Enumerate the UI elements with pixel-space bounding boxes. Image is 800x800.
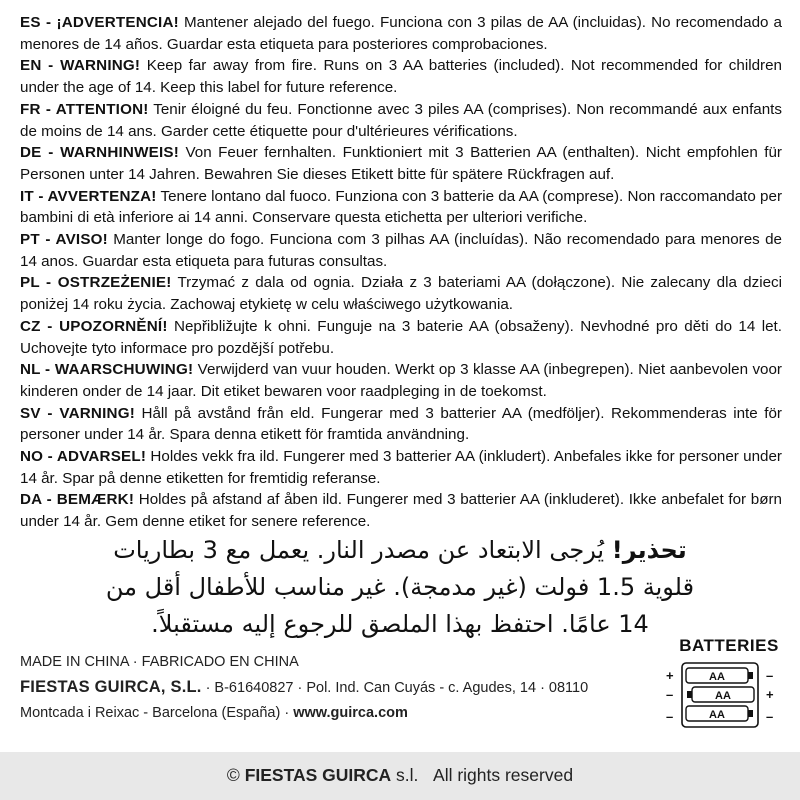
warning-label: CZ - UPOZORNĚNÍ! [20,317,168,335]
warning-label: SV - VARNING! [20,404,135,422]
warning-sv [20,403,782,446]
warning-label: FR - ATTENTION! [20,100,149,118]
warning-de [20,142,782,185]
warning-no [20,446,782,489]
battery-cell-label: AA [709,709,725,721]
battery-cell [686,706,753,721]
warning-label: IT - AVVERTENZA! [20,187,157,205]
warning-text: Manter longe do fogo. Funciona com 3 pilhas AA (incluídas). Não recomendado para menores de 14 anos. Guardar esta etiqueta para futuras consultas. [20,231,782,270]
battery-icon [660,662,780,732]
warning-cz [20,316,782,359]
plus-sign: + [666,668,674,683]
warning-label: NL - WAARSCHUWING! [20,361,194,379]
copyright-rights: All rights reserved [433,765,574,785]
warning-text: Mantener alejado del fuego. Funciona con 3 pilas de AA (incluidas). No recomendado a menores de 14 años. Guardar esta etiqueta para posteriores comprobaciones. [20,14,783,53]
company-name: FIESTAS GUIRCA, S.L. [20,678,202,696]
battery-cell [686,668,753,683]
minus-sign: – [666,687,674,702]
copyright-suffix: s.l. [391,765,419,785]
batteries-title: BATTERIES [679,636,779,655]
warning-text: Verwijderd van vuur houden. Werkt op 3 klasse AA (inbegrepen). Niet aanbevolen voor kinderen onder de 14 jaar. Dit etiket bewaren voor raadpleging in de toekomst. [20,361,782,400]
minus-sign: – [766,709,774,724]
warning-fr [20,99,782,142]
warning-label: ES - ¡ADVERTENCIA! [20,14,179,31]
plus-sign: + [766,687,774,702]
warnings-block [20,12,782,533]
warning-da [20,489,782,532]
warning-text: Holdes på afstand af åben ild. Fungerer med 3 batterier AA (inkluderet). Ikke anbefalet for børn under 14 år. Gem denne etiket for senere reference. [20,491,782,531]
warning-label: EN - WARNING! [20,57,141,75]
battery-cell-label: AA [709,671,725,683]
warning-text: Nepřibližujte k ohni. Funguje na 3 baterie AA (obsaženy). Nevhodné pro děti do 14 let. Uchovejte tyto informace pro pozdější potřebu. [20,317,782,357]
minus-sign: – [766,668,774,683]
address-line-2: Montcada i Reixac - Barcelona (España) · [20,705,294,721]
warning-es [20,12,782,55]
warning-text: Tenir éloigné du feu. Fonctionne avec 3 piles AA (comprises). Non recommandé aux enfants de moins de 14 ans. Garder cette étiquette pour d'ultérieures vérifications. [20,100,782,140]
copyright-brand: FIESTAS GUIRCA [244,765,392,785]
warning-label: DA - BEMÆRK! [20,491,135,509]
warning-text: Holdes vekk fra ild. Fungerer med 3 batterier AA (inkludert). Anbefales ikke for personer under 14 år. Spar på denne etiketten for fremtidig referanse. [20,448,782,487]
warning-ar [100,532,700,643]
warning-text: Tenere lontano dal fuoco. Funziona con 3 batterie da AA (comprese). Non raccomandato per bambini di età inferiore ai 14 anni. Conservare questa etichetta per ulteriori verifiche. [20,187,782,227]
warning-text: Håll på avstånd från eld. Fungerar med 3 batterier AA (medföljer). Rekommenderas inte för personer under 14 år. Spara denna etikett för framtida användning. [20,404,782,444]
battery-cell [687,687,754,702]
company-line [20,678,620,697]
warning-text: Von Feuer fernhalten. Funktioniert mit 3 Batterien AA (enthalten). Nicht empfohlen für Personen unter 14 Jahren. Bewahren Sie dieses Etikett bitte für spätere Rückfragen auf. [20,144,782,183]
warning-label: PL - OSTRZEŻENIE! [20,274,172,292]
warning-it [20,186,782,229]
warning-pl [20,272,782,315]
warning-text: Trzymać z dala od ognia. Działa z 3 bateriami AA (dołączone). Nie zalecany dla dzieci poniżej 14 roku życia. Zachowaj etykietę w celu właściwego użytkowania. [20,274,782,314]
warning-label: DE - WARNHINWEIS! [20,144,179,162]
address-line-2-row [20,705,620,721]
copyright-symbol: © [226,765,245,785]
warning-label: NO - ADVARSEL! [20,448,147,466]
made-in-label: MADE IN CHINA · FABRICADO EN CHINA [20,654,299,670]
warning-nl [20,359,782,402]
warning-label: PT - AVISO! [20,231,108,249]
warning-text: Keep far away from fire. Runs on 3 AA batteries (included). Not recommended for children under the age of 14. Keep this label for future reference. [20,57,782,97]
warning-text: يُرجى الابتعاد عن مصدر النار. يعمل مع 3 بطاريات قلوية 1.5 فولت (غير مدمجة). غير مناسب للأطفال أقل من 14 عامًا. احتفظ بهذا الملصق للرجوع إليه مستقبلاً. [105,536,695,638]
manufacturer-info [20,654,620,721]
website-link[interactable]: www.guirca.com [293,705,408,721]
copyright-bar [0,752,800,800]
address-line-1: · B-61640827 · Pol. Ind. Can Cuyás - c. Agudes, 14 · 08110 [205,680,589,696]
battery-cell-label: AA [715,690,731,702]
minus-sign: – [666,709,674,724]
warning-label: تحذير! [611,536,687,564]
warning-pt [20,229,782,272]
warning-en [20,55,782,98]
